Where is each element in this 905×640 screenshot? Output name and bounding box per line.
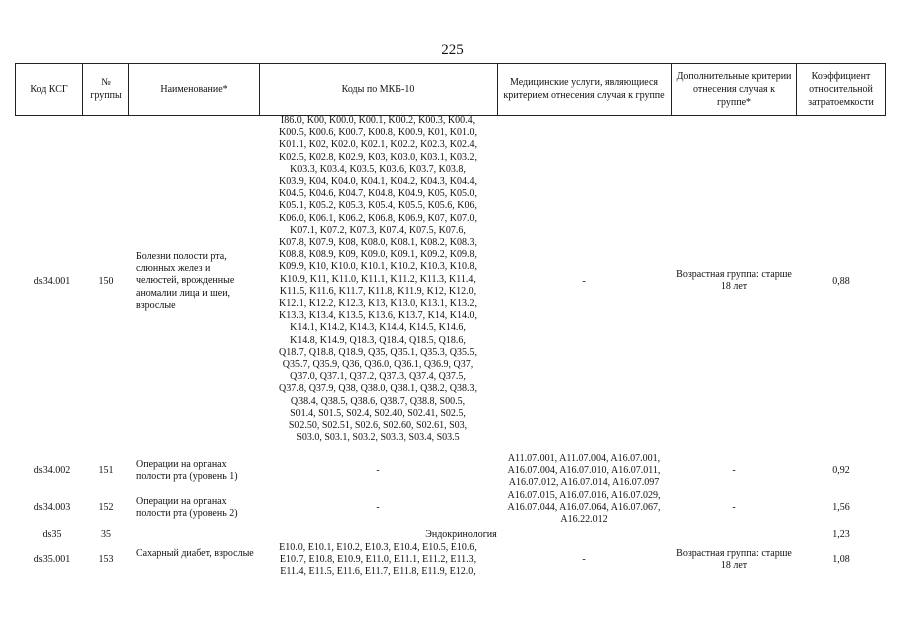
row-name: Операции на органах полости рта (уровень 1) [136,459,238,483]
header-mkb-codes: Коды по МКБ-10 [341,83,415,95]
row-group: 151 [98,465,114,476]
service-line: A16.07.004, A16.07.010, A16.07.011, [507,465,661,477]
mkb-code-list [259,115,497,444]
mkb-code-list [259,542,497,579]
service-line: A16.07.012, A16.07.014, A16.07.097 [508,477,660,489]
row-criteria: - [732,502,736,513]
mkb-line: Q37.8, Q37.9, Q38, Q38.0, Q38.1, Q38.2, Q38.3, [278,383,478,395]
mkb-line: K05.1, K05.2, K05.3, K05.4, K05.5, K05.6, K06, [278,200,478,212]
row-group: 150 [98,276,114,287]
row-code: ds34.002 [33,465,71,476]
row-criteria: - [732,465,736,476]
row-services: - [582,554,586,565]
service-line: A16.07.015, A16.07.016, A16.07.029, [507,490,661,501]
section-coefficient: 1,23 [832,529,850,540]
mkb-line: K13.3, K13.4, K13.5, K13.6, K13.7, K14, K14.0, [278,310,478,322]
mkb-line: I86.0, K00, K00.0, K00.1, K00.2, K00.3, K00.4, [280,115,476,126]
mkb-line: Q37.0, Q37.1, Q37.2, Q37.3, Q37.4, Q37.5, [290,371,466,383]
row-code: ds35.001 [33,554,71,565]
row-services [501,490,667,527]
row-services [501,453,667,490]
row-coefficient: 0,92 [832,465,850,476]
mkb-line: K00.5, K00.6, K00.7, K00.8, K00.9, K01, K01.0, [278,127,478,139]
mkb-line: K14.8, K14.9, Q18.3, Q18.4, Q18.5, Q18.6, [290,334,466,346]
header-extra-criteria: Дополнительные критерии отнесения случая к группе* [676,70,792,108]
mkb-line: K07.1, K07.2, K07.3, K07.4, K07.5, K07.6, [290,224,466,236]
row-coefficient: 1,08 [832,554,850,565]
row-group: 153 [98,554,114,565]
row-coefficient: 1,56 [832,502,850,513]
section-title: Эндокринология [425,529,497,540]
col-border [259,63,260,116]
col-border [128,63,129,116]
mkb-line: S03.0, S03.1, S03.2, S03.3, S03.4, S03.5 [296,432,460,444]
section-group: 35 [101,529,111,540]
row-group: 152 [98,502,114,513]
header-group-no: № группы [90,77,122,101]
row-criteria: Возрастная группа: старше 18 лет [676,269,792,293]
header-code-ksg: Код КСГ [30,83,68,95]
service-line: A16.07.044, A16.07.064, A16.07.067, [507,502,661,514]
col-border [15,63,16,116]
mkb-line: Q35.7, Q35.9, Q36, Q36.0, Q36.1, Q36.9, Q37, [282,359,474,371]
mkb-line: K09.9, K10, K10.0, K10.1, K10.2, K10.3, K10.8, [278,261,478,273]
mkb-line: K01.1, K02, K02.0, K02.1, K02.2, K02.3, K02.4, [278,139,478,151]
col-border [82,63,83,116]
row-criteria: Возрастная группа: старше 18 лет [676,548,792,572]
row-name: Операции на органах полости рта (уровень 2) [136,496,238,520]
row-services: - [582,276,586,287]
mkb-line: K02.5, K02.8, K02.9, K03, K03.0, K03.1, K03.2, [278,151,478,163]
mkb-line: S02.50, S02.51, S02.6, S02.60, S02.61, S03, [288,420,468,432]
mkb-line: E10.0, E10.1, E10.2, E10.3, E10.4, E10.5, E10.6, [279,542,477,553]
row-code: ds34.001 [33,276,71,287]
ksg-table [15,63,886,593]
mkb-line: K07.8, K07.9, K08, K08.0, K08.1, K08.2, K08.3, [278,237,478,249]
row-name: Болезни полости рта, слюнных желез и челюстей, врожденные аномалии лица и шеи, взрослые [136,251,235,311]
mkb-line: K11.5, K11.6, K11.7, K11.8, K11.9, K12, K12.0, [279,285,477,297]
section-code: ds35 [42,529,62,540]
row-name: Сахарный диабет, взрослые [136,548,254,559]
col-border [671,63,672,116]
col-border [885,63,886,116]
header-name: Наименование* [160,83,228,95]
col-border [796,63,797,116]
header-med-services: Медицинские услуги, являющиеся критерием отнесения случая к группе [503,77,665,101]
service-line: A11.07.001, A11.07.004, A16.07.001, [507,453,661,464]
row-mkb: - [376,502,380,513]
mkb-line: K03.9, K04, K04.0, K04.1, K04.2, K04.3, K04.4, [278,176,478,188]
mkb-line: K06.0, K06.1, K06.2, K06.8, K06.9, K07, K07.0, [278,212,478,224]
mkb-line: K04.5, K04.6, K04.7, K04.8, K04.9, K05, K05.0, [278,188,478,200]
mkb-line: K03.3, K03.4, K03.5, K03.6, K03.7, K03.8, [290,163,466,175]
mkb-line: K08.8, K08.9, K09, K09.0, K09.1, K09.2, K09.8, [278,249,478,261]
mkb-line: E11.4, E11.5, E11.6, E11.7, E11.8, E11.9, E12.0, [280,566,476,578]
service-line: A16.22.012 [560,514,608,526]
mkb-line: K10.9, K11, K11.0, K11.1, K11.2, K11.3, K11.4, [280,273,476,285]
col-border [497,63,498,116]
header-coefficient: Коэффициент относительной затратоемкости [808,70,874,108]
row-mkb: - [376,465,380,476]
mkb-line: K14.1, K14.2, K14.3, K14.4, K14.5, K14.6, [290,322,466,334]
mkb-line: S01.4, S01.5, S02.4, S02.40, S02.41, S02.5, [290,407,466,419]
row-code: ds34.003 [33,502,71,513]
mkb-line: Q38.4, Q38.5, Q38.6, Q38.7, Q38.8, S00.5, [290,395,466,407]
mkb-line: Q18.7, Q18.8, Q18.9, Q35, Q35.1, Q35.3, Q35.5, [278,346,478,358]
page-number: 225 [441,42,464,58]
mkb-line: K12.1, K12.2, K12.3, K13, K13.0, K13.1, K13.2, [278,298,478,310]
mkb-line: E10.7, E10.8, E10.9, E11.0, E11.1, E11.2, E11.3, [279,554,477,566]
row-coefficient: 0,88 [832,276,850,287]
